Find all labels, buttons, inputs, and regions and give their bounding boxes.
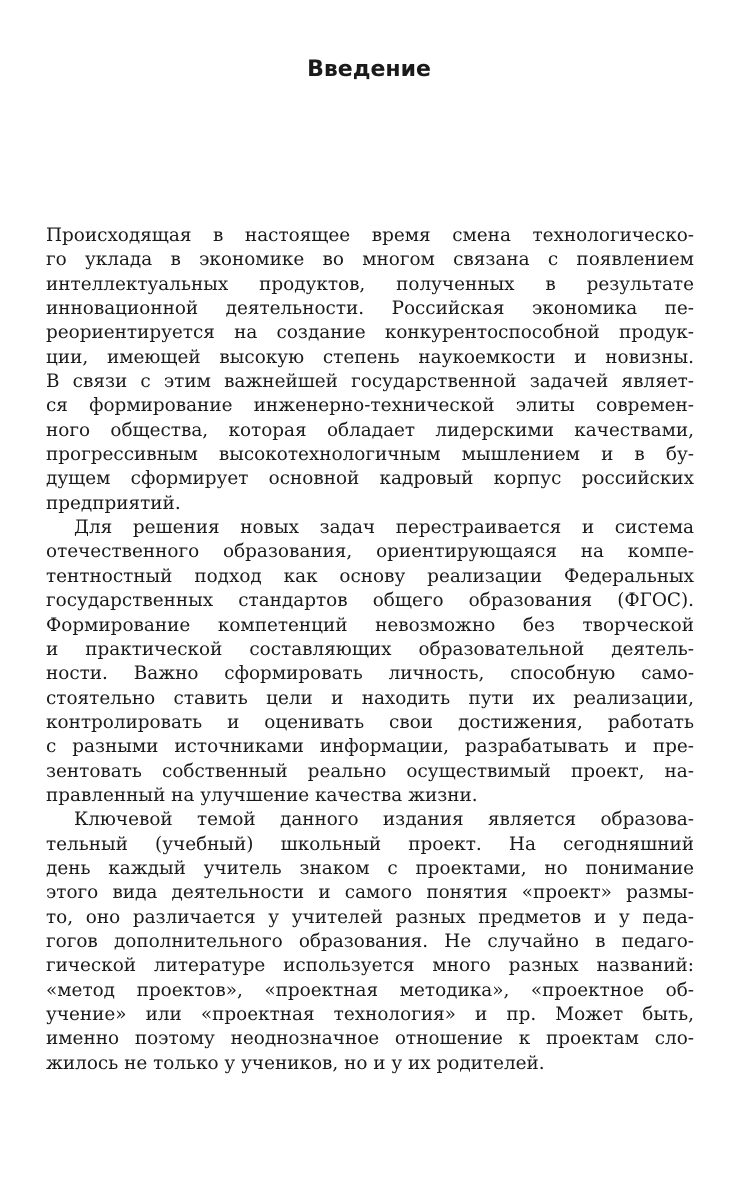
text-line: отечественного образования, ориентирующаяся на компе- [46,541,694,563]
text-line: и практической составляющих образовательной деятель- [46,638,694,660]
text-line: инновационной деятельности. Российская экономика пе- [46,298,694,320]
text-line: именно поэтому неоднозначное отношение к проектам сло- [46,1028,694,1050]
paragraph [46,516,694,808]
text-line: контролировать и оценивать свои достижения, работать [46,711,694,733]
chapter-body [46,224,694,1076]
text-line: реориентируется на создание конкурентоспособной продук- [46,322,694,344]
paragraph [46,808,694,1076]
text-line: Формирование компетенций невозможно без творческой [46,614,694,636]
text-line: Для решения новых задач перестраивается и система [74,517,694,539]
text-line: гической литературе используется много разных названий: [46,955,694,977]
text-line: то, оно различается у учителей разных предметов и у педа- [46,906,694,928]
text-line: тентностный подход как основу реализации Федеральных [46,565,694,587]
text-line: учение» или «проектная технология» и пр. Может быть, [46,1004,694,1025]
text-line: В связи с этим важнейшей государственной задачей являет- [46,371,694,393]
text-line: интеллектуальных продуктов, полученных в результате [46,273,694,295]
text-line: предприятий. [46,492,181,514]
text-line: правленный на улучшение качества жизни. [46,784,478,806]
text-line: го уклада в экономике во многом связана с появлением [46,249,694,271]
chapter-title: Введение [307,57,431,82]
text-line: Происходящая в настоящее время смена технологическо- [46,225,694,246]
text-line: с разными источниками информации, разрабатывать и пре- [46,736,694,758]
text-line: тельный (учебный) школьный проект. На сегодняшний [46,833,694,855]
text-line: дущем сформирует основной кадровый корпус российских [46,468,694,490]
text-line: ности. Важно сформировать личность, способную само- [46,663,694,685]
text-line: Ключевой темой данного издания является образова- [74,809,694,831]
text-line: этого вида деятельности и самого понятия «проект» размы- [46,882,694,904]
text-line: зентовать собственный реально осуществимый проект, на- [46,760,694,782]
text-line: ся формирование инженерно-технической элиты современ- [46,395,694,417]
text-line: ного общества, которая обладает лидерскими качествами, [46,419,694,441]
text-line: день каждый учитель знаком с проектами, но понимание [46,857,694,879]
paragraph [46,224,694,516]
text-line: жилось не только у учеников, но и у их родителей. [46,1052,545,1074]
text-line: ции, имеющей высокую степень наукоемкости и новизны. [46,346,694,368]
text-line: стоятельно ставить цели и находить пути их реализации, [46,687,694,709]
text-line: гогов дополнительного образования. Не случайно в педаго- [46,930,694,952]
text-line: «метод проектов», «проектная методика», «проектное об- [46,979,694,1001]
text-line: прогрессивным высокотехнологичным мышлением и в бу- [46,444,694,466]
text-line: государственных стандартов общего образования (ФГОС). [46,590,694,612]
